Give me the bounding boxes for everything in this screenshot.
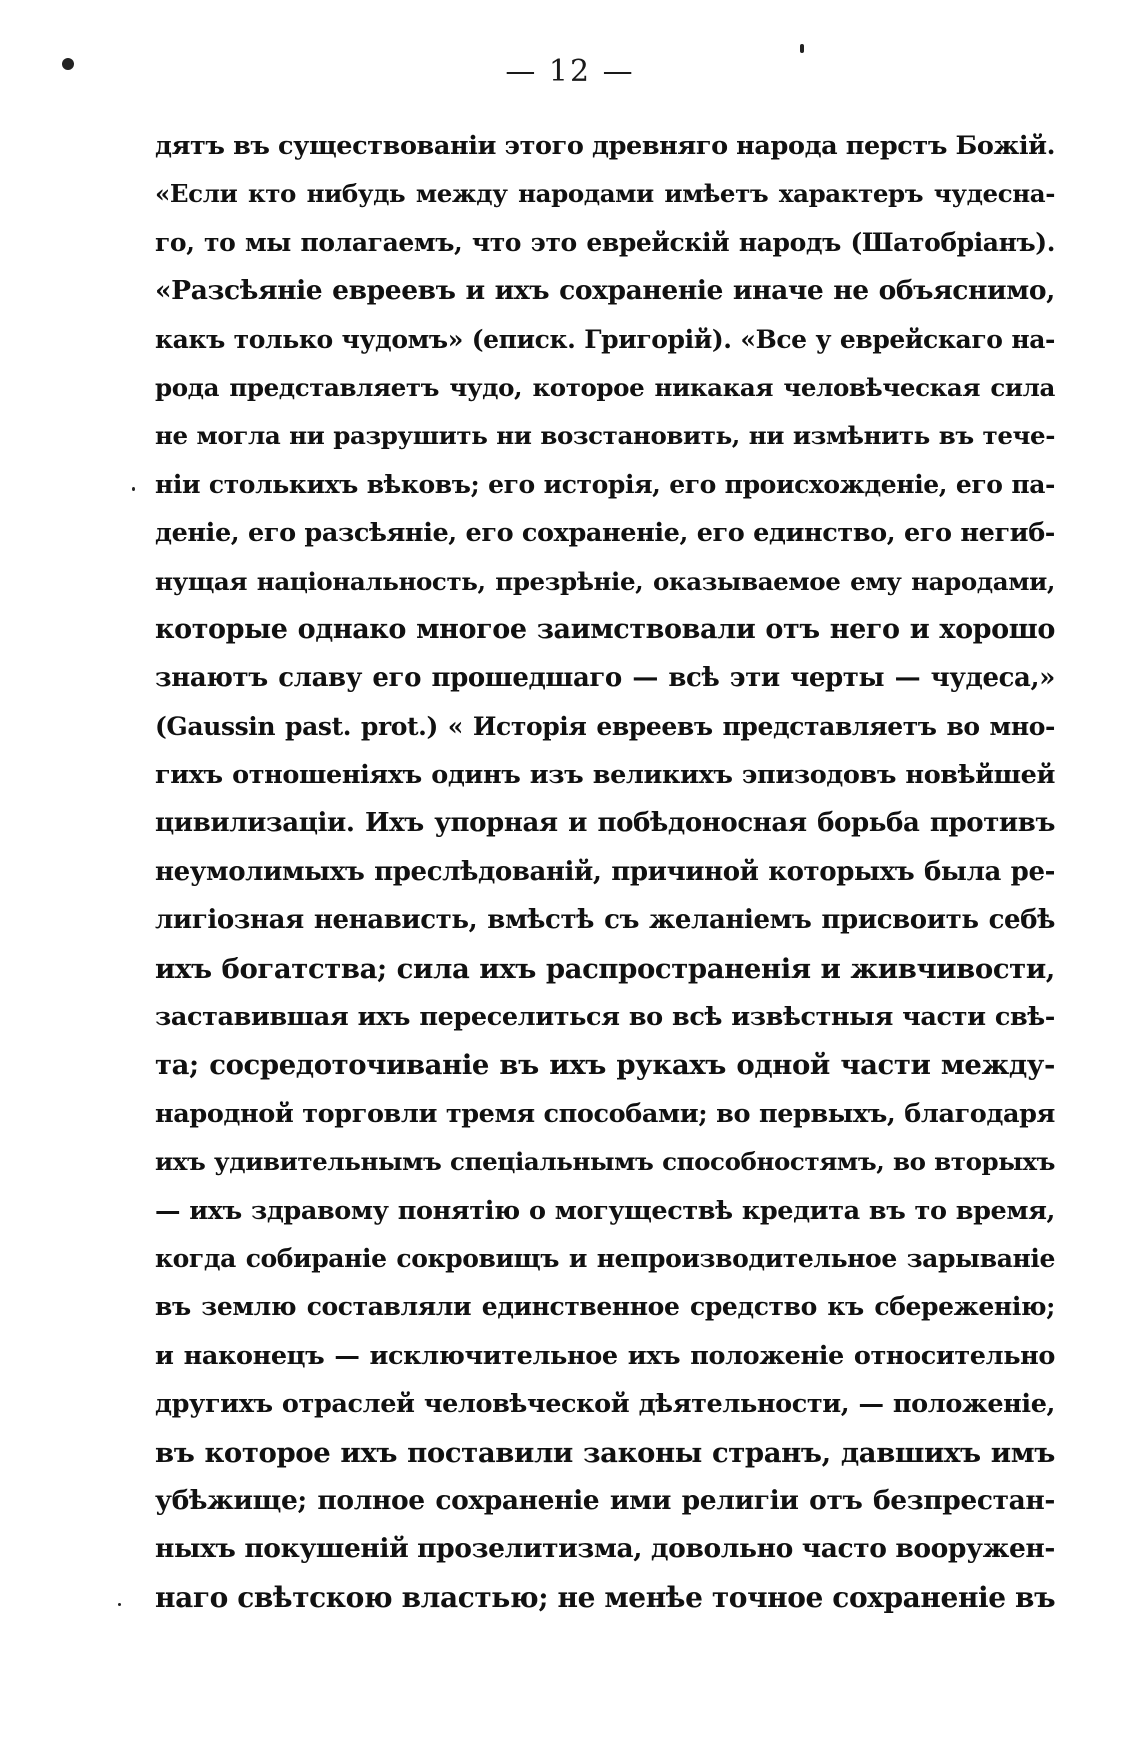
scan-speck	[118, 1603, 121, 1606]
text-line: неумолимыхъ преслѣдованій, причиной которыхъ была ре-	[155, 856, 1055, 887]
text-line: когда собираніе сокровищъ и непроизводительное зарываніе	[155, 1243, 1055, 1273]
text-line: — ихъ здравому понятію о могуществѣ кредита въ то время,	[155, 1195, 1055, 1226]
text-line: ніи столькихъ вѣковъ; его исторія, его происхожденіе, его па-	[155, 469, 1055, 499]
text-line: какъ только чудомъ» (еписк. Григорій). «Все у еврейскаго на-	[155, 324, 1055, 354]
text-line: «Разсѣяніе евреевъ и ихъ сохраненіе иначе не объяснимо,	[155, 275, 1055, 307]
body-text	[155, 122, 1055, 1622]
text-line: знаютъ славу его прошедшаго — всѣ эти черты — чудеса,»	[155, 663, 1055, 694]
text-line: которые однако многое заимствовали отъ него и хорошо	[155, 613, 1055, 645]
text-line: рода представляетъ чудо, которое никакая человѣческая сила	[155, 372, 1055, 402]
text-line: цивилизаціи. Ихъ упорная и побѣдоносная борьба противъ	[155, 808, 1055, 839]
text-line: гихъ отношеніяхъ одинъ изъ великихъ эпизодовъ новѣйшей	[155, 760, 1055, 791]
text-line: наго свѣтскою властью; не менѣе точное сохраненіе въ	[155, 1580, 1056, 1614]
scan-speck	[132, 487, 135, 491]
text-line: заставившая ихъ переселиться во всѣ извѣстныя части свѣ-	[155, 1002, 1055, 1033]
scan-speck	[800, 44, 804, 53]
text-line: деніе, его разсѣяніе, его сохраненіе, его единство, его негиб-	[155, 518, 1055, 549]
scan-speck	[62, 58, 74, 70]
text-line: го, то мы полагаемъ, что это еврейскій народъ (Шатобріанъ).	[155, 227, 1055, 257]
text-line: не могла ни разрушить ни возстановить, ни измѣнить въ тече-	[155, 421, 1055, 451]
text-line: нущая національность, презрѣніе, оказываемое ему народами,	[155, 566, 1055, 596]
text-line: ныхъ покушеній прозелитизма, довольно часто вооружен-	[155, 1533, 1055, 1565]
text-line: и наконецъ — исключительное ихъ положеніе относительно	[155, 1340, 1055, 1371]
text-line: лигіозная ненависть, вмѣстѣ съ желаніемъ присвоить себѣ	[155, 905, 1055, 936]
text-line: (Gaussin past. prot.) « Исторія евреевъ представляетъ во мно-	[155, 711, 1055, 741]
text-line: въ землю составляли единственное средство къ сбереженію;	[155, 1292, 1055, 1322]
text-line: народной торговли тремя способами; во первыхъ, благодаря	[155, 1098, 1055, 1129]
text-line: другихъ отраслей человѣческой дѣятельности, — положеніе,	[155, 1389, 1055, 1420]
text-line: ихъ удивительнымъ спеціальнымъ способностямъ, во вторыхъ	[155, 1147, 1055, 1177]
text-line: въ которое ихъ поставили законы странъ, давшихъ имъ	[155, 1436, 1055, 1469]
text-line: «Если кто нибудь между народами имѣетъ характеръ чудесна-	[155, 179, 1055, 209]
text-line: убѣжище; полное сохраненіе ими религіи отъ безпрестан-	[155, 1484, 1055, 1516]
text-line: ихъ богатства; сила ихъ распространенія и живчивости,	[155, 952, 1055, 985]
text-line: та; сосредоточиваніе въ ихъ рукахъ одной части между-	[155, 1049, 1055, 1082]
text-line: дятъ въ существованіи этого древняго народа перстъ Божій.	[155, 131, 1056, 161]
page-number: — 12 —	[505, 54, 635, 89]
